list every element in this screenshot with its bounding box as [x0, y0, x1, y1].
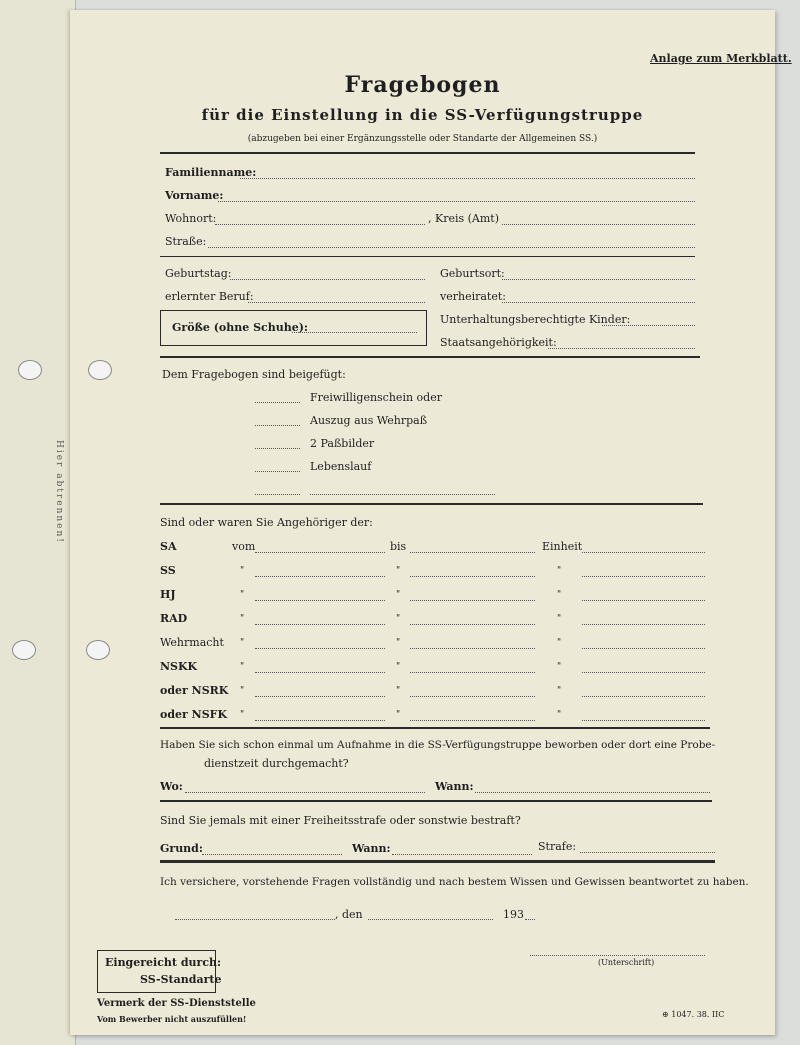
questionnaire-sheet	[70, 10, 792, 1035]
reason-field[interactable]	[202, 854, 342, 855]
children-label: Unterhaltungsberechtigte Kinder:	[440, 313, 631, 326]
street-label: Straße:	[165, 235, 207, 248]
unit-field[interactable]	[582, 624, 705, 625]
birthday-label: Geburtstag:	[165, 267, 232, 280]
attachment-item: Lebenslauf	[310, 460, 372, 473]
from-field[interactable]	[255, 720, 385, 721]
attachment-check-4[interactable]	[255, 471, 300, 472]
ditto-mark: "	[396, 614, 401, 624]
criminal-when-label: Wann:	[352, 842, 391, 855]
divider	[160, 256, 695, 257]
where-field[interactable]	[185, 792, 425, 793]
ditto-mark: "	[240, 566, 245, 576]
signature-label: (Unterschrift)	[598, 958, 655, 967]
place-field[interactable]	[175, 919, 335, 920]
punch-hole	[88, 360, 112, 380]
signature-field[interactable]	[530, 955, 705, 956]
from-field[interactable]	[255, 696, 385, 697]
attachment-extra-field[interactable]	[310, 494, 495, 495]
ditto-mark: "	[240, 710, 245, 720]
unit-field[interactable]	[582, 720, 705, 721]
attachment-item: 2 Paßbilder	[310, 437, 375, 450]
unit-field[interactable]	[582, 696, 705, 697]
from-label: vom	[232, 540, 256, 553]
divider	[160, 152, 695, 154]
profession-label: erlernter Beruf:	[165, 290, 254, 303]
ditto-mark: "	[557, 638, 562, 648]
org-label: oder NSFK	[160, 708, 228, 721]
ditto-mark: "	[396, 590, 401, 600]
org-label: NSKK	[160, 660, 198, 673]
divider	[160, 727, 710, 729]
birthday-field[interactable]	[230, 279, 425, 280]
citizenship-label: Staatsangehörigkeit:	[440, 336, 557, 349]
birthplace-label: Geburtsort:	[440, 267, 505, 280]
ditto-mark: "	[396, 686, 401, 696]
penalty-label: Strafe:	[538, 840, 577, 853]
to-field[interactable]	[410, 720, 535, 721]
print-code	[662, 1010, 724, 1019]
attachments-heading: Dem Fragebogen sind beigefügt:	[162, 368, 346, 381]
firstname-label: Vorname:	[165, 189, 224, 202]
from-field[interactable]	[255, 576, 385, 577]
org-label: HJ	[160, 588, 176, 601]
married-label: verheiratet:	[440, 290, 506, 303]
ditto-mark: "	[240, 614, 245, 624]
submitted-label: Eingereicht durch:	[105, 956, 222, 969]
punch-hole	[18, 360, 42, 380]
district-field[interactable]	[502, 224, 695, 225]
birthplace-field[interactable]	[502, 279, 695, 280]
to-field[interactable]	[410, 648, 535, 649]
form-note: (abzugeben bei einer Ergänzungsstelle oder Standarte der Allgemeinen SS.)	[247, 134, 598, 144]
from-field[interactable]	[255, 672, 385, 673]
printer-logo-icon: ⊕	[662, 1010, 669, 1019]
previous-when-field[interactable]	[475, 792, 710, 793]
ditto-mark: "	[557, 662, 562, 672]
org-label: SA	[160, 540, 177, 553]
to-field[interactable]	[410, 696, 535, 697]
to-field[interactable]	[410, 552, 535, 553]
form-title: Fragebogen	[344, 72, 501, 98]
ditto-mark: "	[240, 686, 245, 696]
attachment-item: Auszug aus Wehrpaß	[310, 414, 428, 427]
unit-field[interactable]	[582, 576, 705, 577]
ditto-mark: "	[396, 662, 401, 672]
submitted-unit: SS-Standarte	[140, 973, 222, 986]
ditto-mark: "	[557, 710, 562, 720]
where-label: Wo:	[160, 780, 183, 793]
surname-field[interactable]	[240, 178, 695, 179]
previous-when-label: Wann:	[435, 780, 474, 793]
from-field[interactable]	[255, 624, 385, 625]
attachment-check-3[interactable]	[255, 448, 300, 449]
attachment-check-1[interactable]	[255, 402, 300, 403]
ditto-mark: "	[396, 638, 401, 648]
to-field[interactable]	[410, 576, 535, 577]
unit-field[interactable]	[582, 600, 705, 601]
ditto-mark: "	[557, 686, 562, 696]
office-note: Vermerk der SS-Dienststelle	[97, 998, 256, 1009]
date-prefix: , den	[335, 908, 363, 921]
declaration-text: Ich versichere, vorstehende Fragen vollständig und nach bestem Wissen und Gewissen beantwortet zu haben.	[160, 876, 749, 888]
height-label: Größe (ohne Schuhe):	[172, 321, 308, 334]
ditto-mark: "	[557, 566, 562, 576]
surname-label: Familienname:	[165, 166, 257, 179]
ditto-mark: "	[396, 710, 401, 720]
year-field[interactable]	[525, 919, 535, 920]
to-field[interactable]	[410, 624, 535, 625]
punch-hole	[86, 640, 110, 660]
married-field[interactable]	[502, 302, 695, 303]
year-prefix: 193	[503, 908, 524, 921]
org-label: oder NSRK	[160, 684, 229, 697]
criminal-question: Sind Sie jemals mit einer Freiheitsstrafe oder sonstwie bestraft?	[160, 814, 521, 827]
divider	[160, 860, 715, 863]
org-label: Wehrmacht	[160, 636, 224, 649]
previous-question: Haben Sie sich schon einmal um Aufnahme in die SS-Verfügungstruppe beworben oder dort eine Probe-	[160, 739, 716, 751]
divider	[160, 503, 703, 505]
back-sheet	[0, 0, 76, 1045]
ditto-mark: "	[557, 590, 562, 600]
district-label: , Kreis (Amt)	[428, 212, 500, 225]
citizenship-field[interactable]	[548, 348, 695, 349]
from-field[interactable]	[255, 552, 385, 553]
children-field[interactable]	[602, 325, 695, 326]
street-field[interactable]	[208, 247, 695, 248]
date-field[interactable]	[368, 919, 493, 920]
ditto-mark: "	[240, 590, 245, 600]
profession-field[interactable]	[248, 302, 425, 303]
divider	[160, 800, 712, 802]
divider	[160, 356, 700, 358]
firstname-field[interactable]	[218, 201, 695, 202]
unit-field[interactable]	[582, 648, 705, 649]
org-label: RAD	[160, 612, 188, 625]
residence-field[interactable]	[215, 224, 425, 225]
unit-field[interactable]	[582, 552, 705, 553]
previous-question-cont: dienstzeit durchgemacht?	[204, 757, 349, 770]
ditto-mark: "	[240, 638, 245, 648]
attachment-check-2[interactable]	[255, 425, 300, 426]
from-field[interactable]	[255, 600, 385, 601]
attachment-item: Freiwilligenschein oder	[310, 391, 442, 404]
ditto-mark: "	[396, 566, 401, 576]
attachment-check-5[interactable]	[255, 494, 300, 495]
from-field[interactable]	[255, 648, 385, 649]
penalty-field[interactable]	[580, 852, 715, 853]
to-field[interactable]	[410, 600, 535, 601]
tear-line-note: Hier abtrennen!	[54, 440, 64, 544]
print-code-text: 1047. 38. IIC	[671, 1010, 725, 1019]
to-field[interactable]	[410, 672, 535, 673]
org-label: SS	[160, 564, 176, 577]
ditto-mark: "	[240, 662, 245, 672]
to-label: bis	[390, 540, 407, 553]
residence-label: Wohnort:	[165, 212, 217, 225]
form-subtitle: für die Einstellung in die SS-Verfügungstruppe	[201, 106, 644, 124]
unit-field[interactable]	[582, 672, 705, 673]
reason-label: Grund:	[160, 842, 203, 855]
membership-heading: Sind oder waren Sie Angehöriger der:	[160, 516, 373, 529]
criminal-when-field[interactable]	[392, 854, 532, 855]
office-note-sub: Vom Bewerber nicht auszufüllen!	[97, 1014, 247, 1024]
height-field[interactable]	[292, 332, 417, 333]
punch-hole	[12, 640, 36, 660]
annex-note: Anlage zum Merkblatt.	[650, 52, 792, 65]
unit-label: Einheit	[542, 540, 583, 553]
ditto-mark: "	[557, 614, 562, 624]
